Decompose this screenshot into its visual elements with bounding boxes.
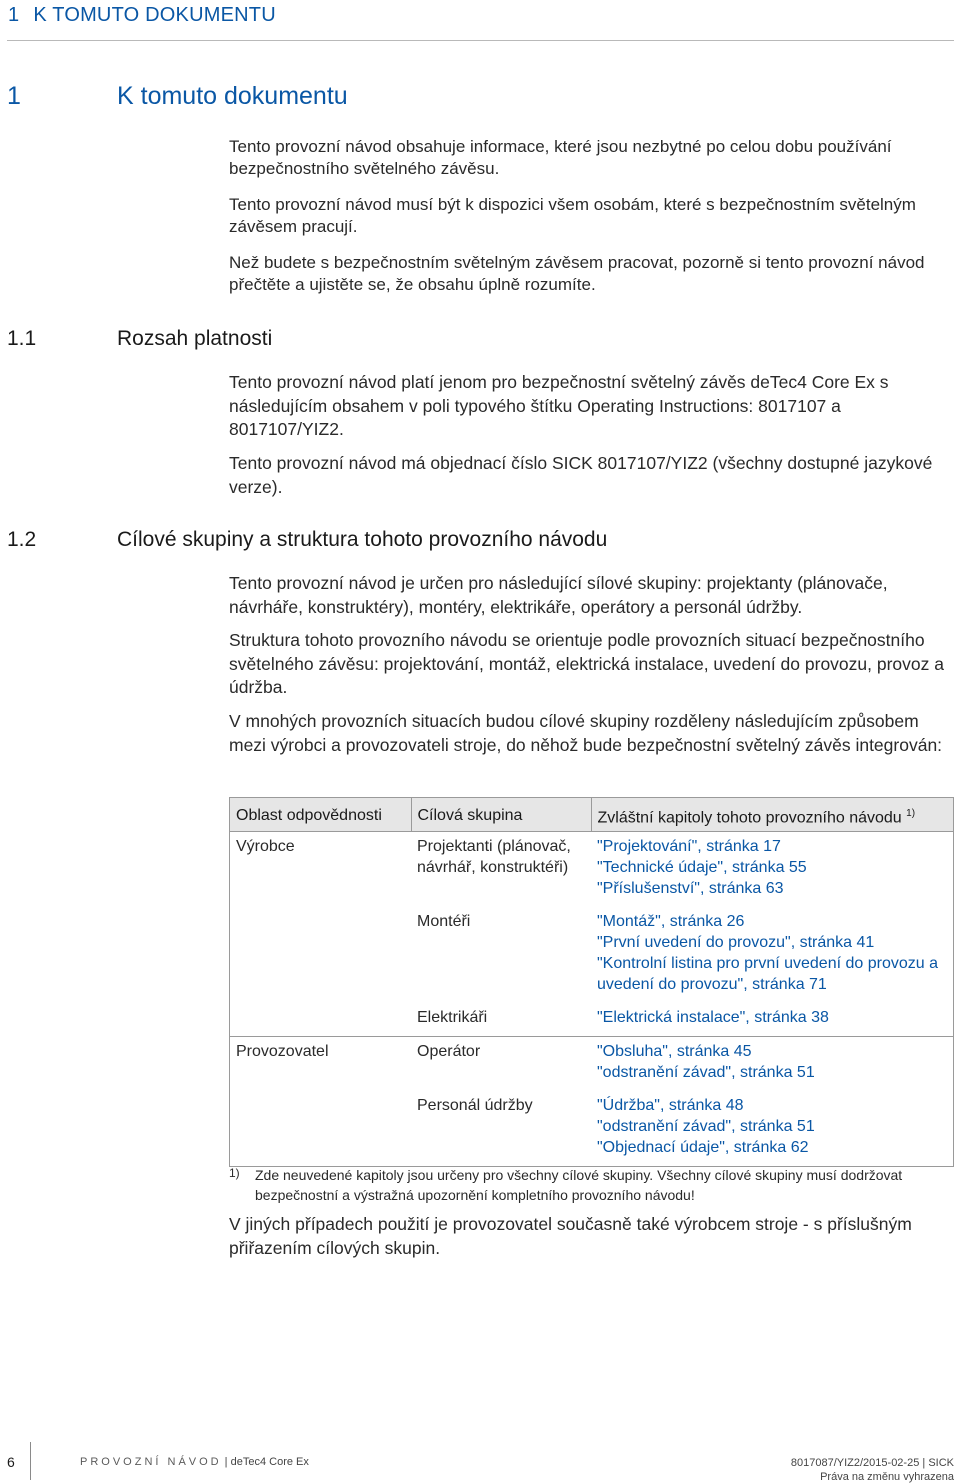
header-divider xyxy=(7,40,954,41)
table-cell-group: Operátor xyxy=(411,1037,591,1092)
footer-notice: Práva na změnu vyhrazena xyxy=(820,1471,954,1483)
table-cell-area: Provozovatel xyxy=(230,1037,412,1092)
table-cell-group: Elektrikáři xyxy=(417,1009,488,1027)
chapter-reference-link[interactable]: "Technické údaje", stránka 55 xyxy=(597,859,807,877)
section-heading-1-1 xyxy=(7,327,272,351)
chapter-heading xyxy=(7,82,348,111)
footer-doc-info: PROVOZNÍ NÁVOD | deTec4 Core Ex xyxy=(80,1456,309,1468)
audience-paragraph: Tento provozní návod je určen pro následující sílové skupiny: projektanty (plánovače, návrháře, konstruktéry), montéry, elektrikáře, operátory a personál údržby. xyxy=(229,573,888,617)
chapter-reference-link[interactable]: "Montáž", stránka 26 xyxy=(597,913,745,931)
table-row xyxy=(230,832,954,908)
footer-doc-type: PROVOZNÍ NÁVOD xyxy=(80,1456,222,1468)
section-title: Cílové skupiny a struktura tohoto provozního návodu xyxy=(117,528,608,551)
footer-divider xyxy=(30,1442,31,1480)
chapter-reference-link[interactable]: "Elektrická instalace", stránka 38 xyxy=(597,1009,829,1027)
section-number: 1.1 xyxy=(7,327,37,350)
section-heading-1-2 xyxy=(7,528,607,552)
footnote-text: Zde neuvedené kapitoly jsou určeny pro všechny cílové skupiny. Všechny cílové skupiny musí dodržovat bezpečnostní a výstražná upozornění kompletního provozního návodu! xyxy=(255,1167,903,1203)
table-row xyxy=(230,1091,954,1167)
chapter-reference-link[interactable]: "Příslušenství", stránka 63 xyxy=(597,880,784,898)
table-cell-group: Personál údržby xyxy=(411,1091,591,1167)
footer-doc-id: 8017087/YIZ2/2015-02-25 xyxy=(790,1457,920,1469)
intro-paragraph: Tento provozní návod obsahuje informace, které jsou nezbytné po celou dobu používání bezpečnostního světelného závěsu. xyxy=(229,137,892,178)
running-head xyxy=(8,4,276,27)
chapter-reference-link[interactable]: "První uvedení do provozu", stránka 41 xyxy=(597,934,875,952)
table-cell-refs xyxy=(591,832,954,908)
table-cell-area xyxy=(230,907,412,1003)
table-cell-area: Výrobce xyxy=(230,832,412,908)
table-header-label: Zvláštní kapitoly tohoto provozního návodu xyxy=(597,809,902,827)
table-cell-refs xyxy=(591,1037,954,1092)
table-cell-refs xyxy=(591,1091,954,1167)
closing-paragraph: V jiných případech použití je provozovatel současně také výrobcem stroje - s příslušným přiřazením cílových skupin. xyxy=(229,1214,912,1258)
intro-paragraph: Tento provozní návod musí být k dispozici všem osobám, které s bezpečnostním světelným závěsem pracují. xyxy=(229,195,916,236)
target-groups-table xyxy=(229,797,954,1167)
chapter-reference-link[interactable]: "Projektování", stránka 17 xyxy=(597,838,781,856)
footnote-mark: 1) xyxy=(229,1166,240,1180)
footer-brand: SICK xyxy=(928,1457,954,1469)
table-cell-group: Projektanti (plánovač, návrhář, konstruktéři) xyxy=(417,838,571,877)
chapter-reference-link[interactable]: "odstranění závad", stránka 51 xyxy=(597,1064,815,1082)
table-cell-group: Montéři xyxy=(417,913,471,931)
audience-paragraph: Struktura tohoto provozního návodu se orientuje podle provozních situací bezpečnostního světelného závěsu: projektování, montáž, elektrická instalace, uvedení do provozu, provoz a údržba. xyxy=(229,630,944,697)
chapter-reference-link[interactable]: "Obsluha", stránka 45 xyxy=(597,1043,752,1061)
section-title: Rozsah platnosti xyxy=(117,327,273,350)
table-cell-refs xyxy=(591,1003,954,1037)
table-row xyxy=(230,1003,954,1037)
footer-doc-meta: 8017087/YIZ2/2015-02-25 | SICK Práva na změnu vyhrazena xyxy=(790,1457,954,1483)
chapter-reference-link[interactable]: "Údržba", stránka 48 xyxy=(597,1097,744,1115)
table-header-cell: Oblast odpovědnosti xyxy=(230,798,412,832)
intro-paragraph: Než budete s bezpečnostním světelným závěsem pracovat, pozorně si tento provozní návod přečtěte a ujistěte se, že obsahu úplně rozumíte. xyxy=(229,253,925,294)
chapter-reference-link[interactable]: "Objednací údaje", stránka 62 xyxy=(597,1139,809,1157)
chapter-number: 1 xyxy=(7,82,21,110)
table-cell-refs xyxy=(591,907,954,1003)
running-head-number: 1 xyxy=(8,4,20,26)
chapter-reference-link[interactable]: "Kontrolní listina pro první uvedení do provozu a uvedení do provozu", stránka 71 xyxy=(597,955,938,994)
table-header-cell xyxy=(591,798,954,832)
table-row xyxy=(230,907,954,1003)
footer-product: deTec4 Core Ex xyxy=(230,1456,309,1468)
scope-paragraph: Tento provozní návod má objednací číslo SICK 8017107/YIZ2 (všechny dostupné jazykové verze). xyxy=(229,453,933,497)
table-cell-area xyxy=(230,1091,412,1167)
table-header-cell: Cílová skupina xyxy=(411,798,591,832)
footnote-reference: 1) xyxy=(906,808,916,819)
chapter-title: K tomuto dokumentu xyxy=(117,82,348,110)
section-number: 1.2 xyxy=(7,528,37,551)
page-number: 6 xyxy=(7,1454,15,1470)
table-row xyxy=(230,1037,954,1092)
running-head-title: K TOMUTO DOKUMENTU xyxy=(33,4,276,26)
table-cell-area xyxy=(230,1003,412,1037)
scope-paragraph: Tento provozní návod platí jenom pro bezpečnostní světelný závěs deTec4 Core Ex s následujícím obsahem v poli typového štítku Operating Instructions: 8017107 a 8017107/YIZ2. xyxy=(229,372,889,439)
audience-paragraph: V mnohých provozních situacích budou cílové skupiny rozděleny následujícím způsobem mezi výrobci a provozovateli stroje, do něhož bude bezpečnostní světelný závěs integrován: xyxy=(229,711,943,755)
chapter-reference-link[interactable]: "odstranění závad", stránka 51 xyxy=(597,1118,815,1136)
table-header-row xyxy=(230,798,954,832)
